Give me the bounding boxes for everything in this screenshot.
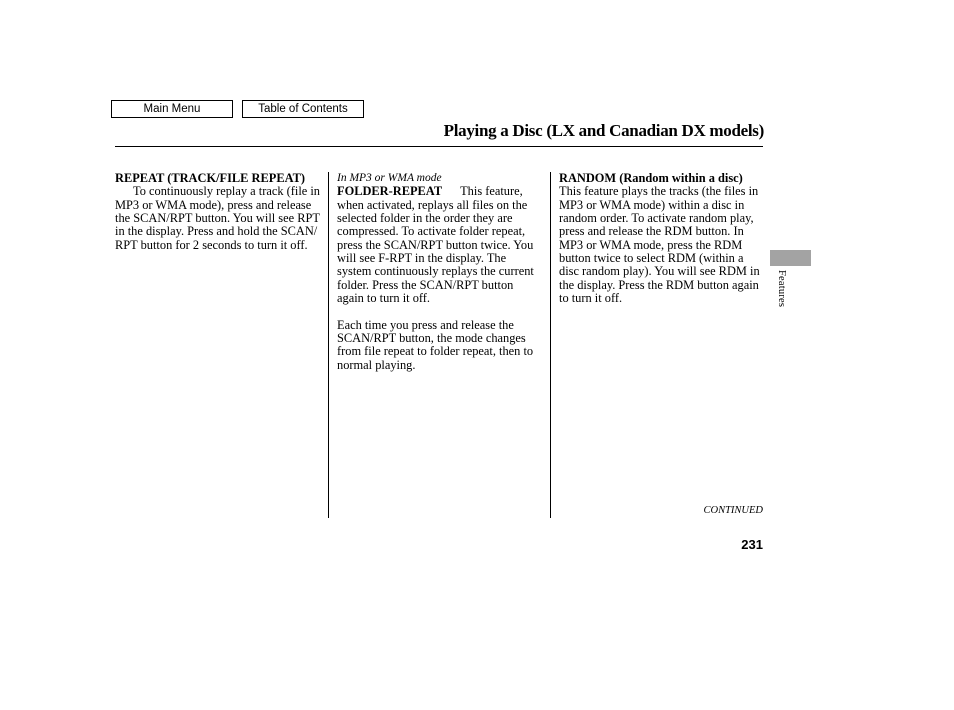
table-of-contents-button[interactable]: Table of Contents [242, 100, 364, 118]
title-divider [115, 146, 763, 147]
random-paragraph [559, 172, 764, 305]
random-heading: RANDOM (Random within a disc) [559, 171, 743, 185]
column-repeat [115, 172, 320, 252]
main-menu-button[interactable]: Main Menu [111, 100, 233, 118]
repeat-heading: REPEAT (TRACK/FILE REPEAT) [115, 171, 306, 185]
section-tab-label: Features [776, 270, 787, 308]
column-folder-repeat [337, 172, 542, 372]
page-number: 231 [741, 537, 763, 552]
mode-note: In MP3 or WMA mode [337, 172, 442, 184]
folder-repeat-paragraph [337, 185, 542, 305]
random-body: This feature plays the tracks (the files in MP3 or WMA mode) within a disc in random order. To activate random play, press and release the RDM button. In MP3 or WMA mode, press the RDM button twice to select RDM (within a disc random play). You will see RDM in the display. Press the RDM button again to turn it off. [559, 184, 760, 306]
page-title: Playing a Disc (LX and Canadian DX models) [443, 121, 764, 140]
column-divider-1 [328, 172, 329, 518]
continued-label: CONTINUED [703, 505, 763, 516]
section-tab-marker [770, 250, 811, 266]
folder-repeat-heading: FOLDER-REPEAT [337, 184, 443, 199]
folder-repeat-body: This feature, when activated, replays all files on the selected folder in the order they are compressed. To activate folder repeat, press the SCAN/RPT button twice. You will see F-RPT in the display. The system continuously replays the current folder. Press the SCAN/RPT button again to turn it off. [337, 184, 534, 306]
column-random [559, 172, 764, 305]
mode-change-paragraph: Each time you press and release the SCAN/RPT button, the mode changes from file repeat to folder repeat, then to normal playing. [337, 317, 534, 372]
repeat-body: To continuously replay a track (file in MP3 or WMA mode), press and release the SCAN/RPT button. You will see RPT in the display. Press and hold the SCAN/ RPT button for 2 seconds to turn it off. [115, 184, 320, 252]
column-divider-2 [550, 172, 551, 518]
repeat-paragraph [115, 172, 320, 252]
